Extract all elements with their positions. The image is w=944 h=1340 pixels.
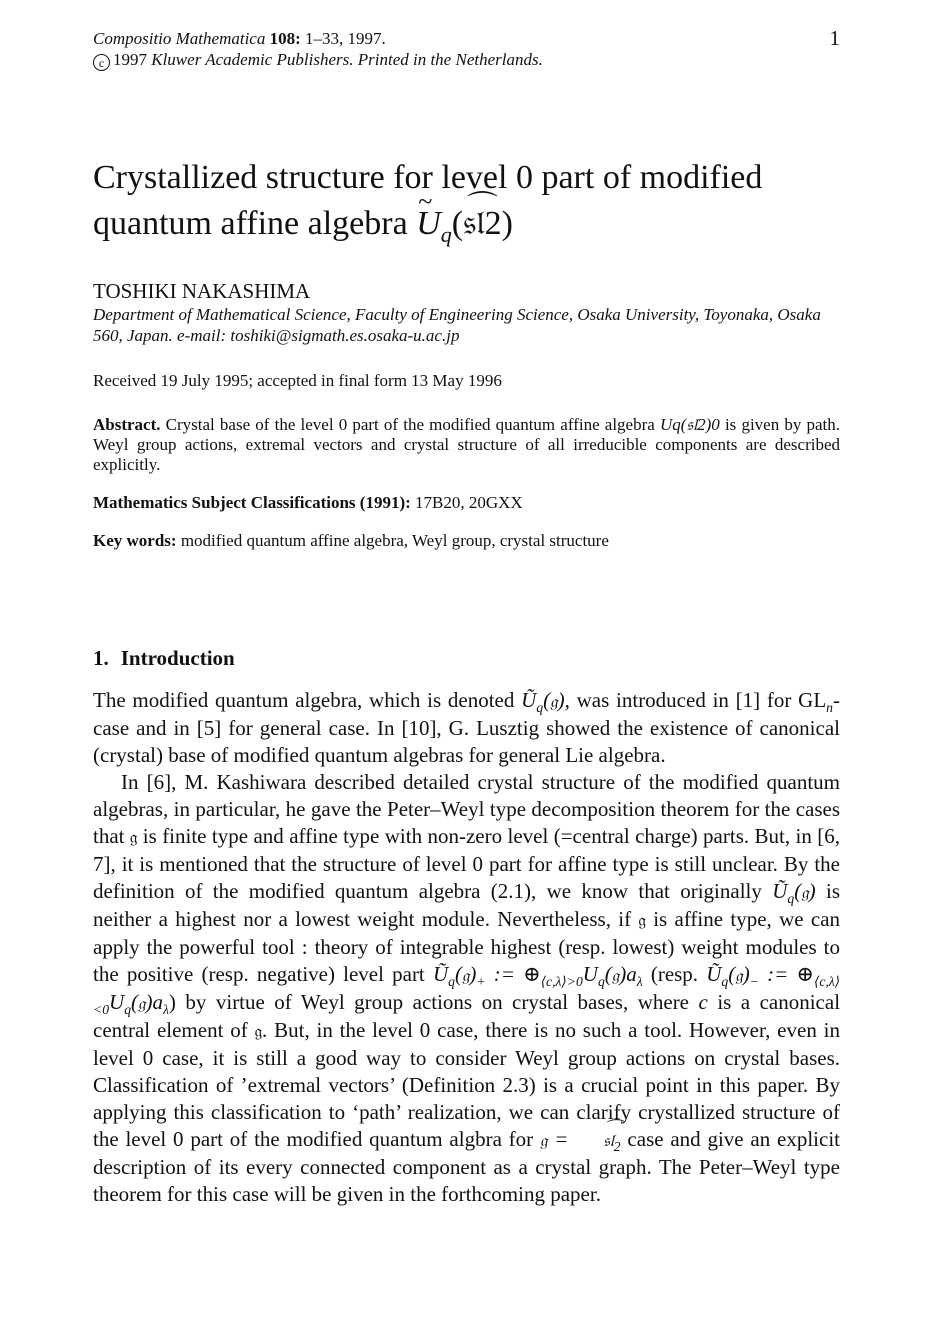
section-title: Introduction	[120, 646, 235, 670]
page-number: 1	[829, 26, 840, 50]
copyright-icon: c	[93, 54, 110, 71]
keywords-line	[93, 530, 840, 551]
math-c: c	[698, 990, 708, 1014]
title-math-u: ~ U	[416, 201, 441, 247]
msc-value: 17B20, 20GXX	[415, 493, 523, 512]
math-uq-g: $Ũ_q(𝔤)$	[521, 688, 565, 716]
msc-label: Mathematics Subject Classifications (1991):	[93, 493, 411, 512]
abstract-label: Abstract.	[93, 415, 161, 434]
math-g-2: 𝔤	[638, 910, 646, 930]
section-number: 1.	[93, 646, 109, 670]
copyright-year: 1997	[113, 50, 147, 69]
title-line-2	[93, 201, 840, 247]
abstract-math: Uq(𝔰𝔩2)0	[659, 415, 720, 434]
paper-title	[93, 155, 840, 247]
journal-volume: 108:	[269, 29, 301, 48]
p2-h: . But, in the level 0 case, there is no such a tool. However, even in level 0 case, it is still a good way to consider Weyl group actions on crystal bases. Classification of ’extremal vectors’ (Definition 2.3) is a crucial point in this paper. By applying this classification to ‘path’ realization, we can clarify crystallized structure of the level 0 part of the modified quantum algbra for	[93, 1018, 840, 1151]
math-g: 𝔤	[129, 827, 138, 847]
paragraph-2	[93, 769, 840, 1208]
abstract-text-before: Crystal base of the level 0 part of the modified quantum affine algebra	[165, 415, 655, 434]
title-math-q: q	[440, 221, 452, 247]
section-heading	[93, 645, 840, 671]
received-dates: Received 19 July 1995; accepted in final form 13 May 1996	[93, 371, 502, 390]
abstract	[93, 415, 840, 475]
keywords-value: modified quantum affine algebra, Weyl group, crystal structure	[180, 531, 609, 550]
p1-a: The modified quantum algebra, which is denoted	[93, 688, 515, 712]
abstract-text-after: is given by path. Weyl group actions, extremal vectors and crystal structure of all irreducible components are described explicitly.	[93, 415, 841, 474]
p2-f: ) by virtue of Weyl group actions on crystal bases, where	[168, 990, 690, 1014]
p2-e: (resp.	[650, 962, 699, 986]
paragraph-1	[93, 687, 840, 769]
title-line-2-text: quantum affine algebra	[93, 205, 408, 242]
msc-line	[93, 492, 840, 513]
title-line-1: Crystallized structure for level 0 part of modified	[93, 159, 763, 196]
p2-i: case and give an explicit description of its every connected component as a crystal graph. The Peter–Weyl type theorem for this case will be given in the forthcoming paper.	[93, 1127, 841, 1206]
math-g-eq-sl2: 𝔤 = ⌒ 𝔰𝔩$_2$	[540, 1127, 621, 1151]
author-name: TOSHIKI NAKASHIMA	[93, 279, 311, 303]
title-math-arg: ⌒ (𝔰𝔩2)	[452, 201, 513, 247]
author-affiliation: Department of Mathematical Science, Faculty of Engineering Science, Osaka University, Toyonaka, Osaka 560, Japan. e-mail: toshiki@sigmath.es.osaka-u.ac.jp	[93, 305, 821, 345]
p1-b: , was introduced in [1] for GL	[564, 688, 827, 712]
keywords-label: Key words:	[93, 531, 177, 550]
journal-header	[93, 28, 840, 49]
p2-c: is neither a highest nor a lowest weight module. Nevertheless, if	[93, 879, 841, 931]
journal-pages: 1–33, 1997.	[305, 29, 386, 48]
p2-d: is affine type, we can apply the powerful tool : theory of integrable highest (resp. lowest) weight modules to the positive (resp. negative) level part	[93, 907, 841, 986]
publisher: Kluwer Academic Publishers. Printed in the Netherlands.	[151, 50, 543, 69]
math-positive-part: $Ũ_q(𝔤)_+$ := $\oplus_{⟨c,\lambda⟩>0}U_q(𝔤)a_\lambda$	[432, 962, 643, 990]
paper-page	[93, 28, 840, 1208]
p1-c: -case and in [5] for general case. In [10], G. Lusztig showed the existence of canonical (crystal) base of modified quantum algebras for general Lie algebra.	[93, 688, 840, 767]
math-g-3: 𝔤	[254, 1021, 263, 1041]
math-negative-part: $Ũ_q(𝔤)_-$ := $\oplus_{⟨c,\lambda⟩<0}U_q(𝔤)a_\lambda$	[93, 962, 841, 1018]
p2-g: is a canonical central element of	[93, 990, 841, 1042]
math-uq-g-2: $Ũ_q(𝔤)$	[772, 879, 816, 907]
journal-name: Compositio Mathematica	[93, 29, 266, 48]
p2-a: In [6], M. Kashiwara described detailed crystal structure of the modified quantum algebras, in particular, he gave the Peter–Weyl type decomposition theorem for the cases that	[93, 770, 840, 848]
math-n: n	[826, 700, 833, 716]
p2-b: is finite type and affine type with non-zero level (=central charge) parts. But, in [6, 7], it is mentioned that the structure of level 0 part for affine type is still unclear. By the definition of the modified quantum algebra (2.1), we know that originally	[93, 824, 840, 903]
copyright-line	[93, 49, 840, 71]
